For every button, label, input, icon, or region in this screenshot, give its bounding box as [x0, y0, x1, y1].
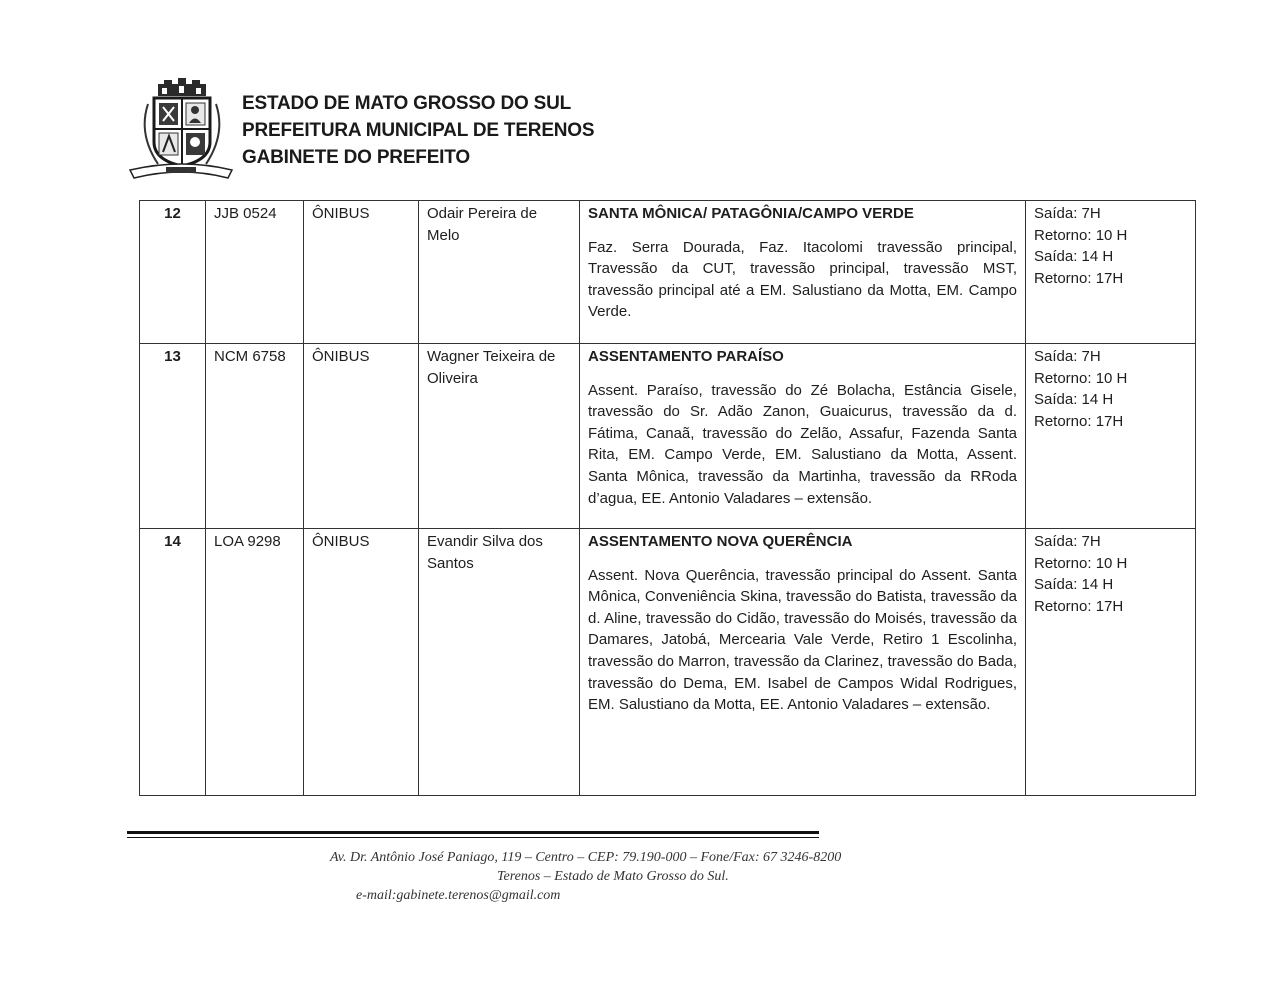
schedule-return-morning: Retorno: 10 H [1034, 369, 1128, 387]
schedule-return-afternoon: Retorno: 17H [1034, 412, 1124, 430]
vehicle-plate: LOA 9298 [206, 529, 304, 796]
route-description: Assent. Paraíso, travessão do Zé Bolacha, Estância Gisele, travessão do Sr. Adão Zanon, Guaicurus, travessão da d. Fátima, Canaã, travessão do Zelão, Assafur, Fazenda Santa Rita, EM. Campo Verde, EM. Salustiano da Motta, Assent. Santa Mônica, travessão da Martinha, travessão da RRoda d’agua, EE. Antonio Valadares – extensão. [588, 381, 1017, 507]
table-row [140, 201, 1196, 344]
row-number: 12 [140, 201, 206, 344]
row-number: 14 [140, 529, 206, 796]
route-title: SANTA MÔNICA/ PATAGÔNIA/CAMPO VERDE [588, 205, 914, 222]
table-row [140, 529, 1196, 796]
header-municipality: PREFEITURA MUNICIPAL DE TERENOS [242, 120, 595, 141]
header-office: GABINETE DO PREFEITO [242, 147, 470, 168]
schedule-cell [1026, 529, 1196, 796]
route-cell [580, 529, 1026, 796]
schedule-return-afternoon: Retorno: 17H [1034, 597, 1124, 615]
schedule-departure-afternoon: Saída: 14 H [1034, 248, 1114, 266]
letterhead [128, 74, 728, 184]
schedule-cell [1026, 201, 1196, 344]
driver-name: Evandir Silva dos Santos [419, 529, 580, 796]
schedule-departure-morning: Saída: 7H [1034, 348, 1101, 365]
schedule-return-afternoon: Retorno: 17H [1034, 269, 1124, 287]
bus-routes-table [139, 200, 1196, 796]
schedule-return-morning: Retorno: 10 H [1034, 554, 1128, 572]
footer-city: Terenos – Estado de Mato Grosso do Sul. [497, 869, 729, 884]
driver-name: Wagner Teixeira de Oliveira [419, 344, 580, 529]
vehicle-type: ÔNIBUS [304, 529, 419, 796]
footer-divider [127, 831, 819, 834]
footer-address: Av. Dr. Antônio José Paniago, 119 – Centro – CEP: 79.190-000 – Fone/Fax: 67 3246-8200 [330, 850, 842, 865]
vehicle-type: ÔNIBUS [304, 201, 419, 344]
header-state: ESTADO DE MATO GROSSO DO SUL [242, 93, 572, 114]
schedule-departure-afternoon: Saída: 14 H [1034, 391, 1114, 409]
schedule-cell [1026, 344, 1196, 529]
route-cell [580, 201, 1026, 344]
letterhead-text [242, 90, 594, 171]
footer-divider-thin [127, 837, 819, 838]
vehicle-plate: NCM 6758 [206, 344, 304, 529]
footer-email: e-mail:gabinete.terenos@gmail.com [356, 888, 561, 903]
row-number: 13 [140, 344, 206, 529]
route-title: ASSENTAMENTO NOVA QUERÊNCIA [588, 533, 853, 550]
schedule-departure-morning: Saída: 7H [1034, 205, 1101, 222]
schedule-return-morning: Retorno: 10 H [1034, 226, 1128, 244]
route-title: ASSENTAMENTO PARAÍSO [588, 348, 784, 365]
vehicle-type: ÔNIBUS [304, 344, 419, 529]
route-description: Faz. Serra Dourada, Faz. Itacolomi travessão principal, Travessão da CUT, travessão principal, travessão MST, travessão principal até a EM. Salustiano da Motta, EM. Campo Verde. [588, 238, 1017, 321]
vehicle-plate: JJB 0524 [206, 201, 304, 344]
route-description: Assent. Nova Querência, travessão principal do Assent. Santa Mônica, Conveniência Skina, travessão do Batista, travessão da d. Aline, travessão do Cidão, travessão do Moisés, travessão da Damares, Jatobá, Mercearia Vale Verde, Retiro 1 Escolinha, travessão do Marron, travessão da Clarinez, travessão do Bada, travessão do Dema, EM. Isabel de Campos Widal Rodrigues, EM. Salustiano da Motta, EE. Antonio Valadares – extensão. [588, 566, 1017, 714]
route-cell [580, 344, 1026, 529]
schedule-departure-afternoon: Saída: 14 H [1034, 576, 1114, 594]
driver-name: Odair Pereira de Melo [419, 201, 580, 344]
schedule-departure-morning: Saída: 7H [1034, 533, 1101, 550]
coat-of-arms-icon [128, 74, 234, 182]
table-row [140, 344, 1196, 529]
